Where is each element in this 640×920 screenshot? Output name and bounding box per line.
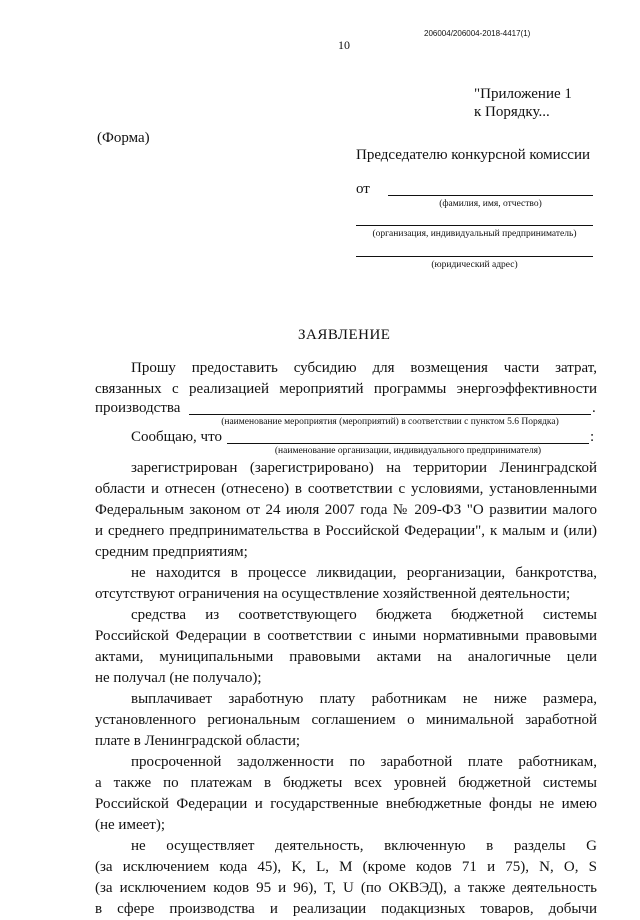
org-name-blank-line	[227, 443, 589, 444]
inform-label: Сообщаю, что	[131, 429, 222, 445]
from-label: от	[356, 181, 370, 197]
body-line: не получал (не получало);	[95, 670, 262, 686]
measure-blank-line	[189, 414, 591, 415]
body-line: и среднего предпринимательства в Российской Федерации", к малым и (или)	[95, 523, 597, 539]
body-line: не осуществляет деятельность, включенную в разделы G	[131, 838, 597, 854]
appendix-line-2: к Порядку...	[474, 104, 550, 120]
body-line: в сфере производства и реализации подакцизных товаров, добычи	[95, 901, 597, 917]
body-line: области и отнесен (отнесено) в соответствии с условиями, установленными	[95, 481, 597, 497]
production-label: производства	[95, 400, 181, 416]
caption-measure: (наименование мероприятия (мероприятий) в соответствии с пунктом 5.6 Порядка)	[221, 417, 559, 427]
address-blank-line	[356, 256, 593, 257]
request-line-1: Прошу предоставить субсидию для возмещения части затрат,	[131, 360, 597, 376]
org-blank-line	[356, 225, 593, 226]
body-line: (за исключением кодов 95 и 96), T, U (по ОКВЭД), а также деятельность	[95, 880, 597, 896]
caption-org-name: (наименование организации, индивидуального предпринимателя)	[274, 446, 542, 456]
document-title: ЗАЯВЛЕНИЕ	[298, 327, 391, 343]
inform-end: :	[590, 429, 595, 445]
body-line: выплачивает заработную плату работникам не ниже размера,	[131, 691, 597, 707]
caption-address: (юридический адрес)	[431, 260, 518, 270]
body-line: Российской Федерации и государственные внебюджетные фонды не имею	[95, 796, 597, 812]
body-line: зарегистрирован (зарегистрировано) на территории Ленинградской	[131, 460, 597, 476]
body-line: просроченной задолженности по заработной плате работникам,	[131, 754, 597, 770]
body-line: установленного региональным соглашением о минимальной заработной	[95, 712, 597, 728]
body-line: не находится в процессе ликвидации, реорганизации, банкротства,	[131, 565, 597, 581]
body-line: плате в Ленинградской области;	[95, 733, 301, 749]
caption-fio: (фамилия, имя, отчество)	[439, 199, 542, 209]
body-line: (не имеет);	[95, 817, 165, 833]
body-line: Российской Федерации в соответствии с иными нормативными правовыми	[95, 628, 597, 644]
body-line: а также по платежам в бюджеты всех уровней бюджетной системы	[95, 775, 597, 791]
document-id: 206004/206004-2018-4417(1)	[424, 29, 531, 38]
caption-org: (организация, индивидуальный предприниматель)	[372, 229, 577, 239]
page-number: 10	[338, 38, 350, 52]
body-line: средним предприятиям;	[95, 544, 248, 560]
production-end: .	[592, 400, 596, 416]
body-line: отсутствуют ограничения на осуществление хозяйственной деятельности;	[95, 586, 571, 602]
fio-blank-line	[388, 195, 593, 196]
body-line: средства из соответствующего бюджета бюджетной системы	[131, 607, 597, 623]
body-line: актами, муниципальными правовыми актами на аналогичные цели	[95, 649, 597, 665]
addressee: Председателю конкурсной комиссии	[356, 147, 591, 163]
request-line-2: связанных с реализацией мероприятий программы энергоэффективности	[95, 381, 597, 397]
form-label: (Форма)	[97, 130, 150, 146]
body-line: Федеральным законом от 24 июля 2007 года № 209-ФЗ "О развитии малого	[95, 502, 597, 518]
appendix-line-1: "Приложение 1	[474, 86, 572, 102]
body-line: (за исключением кода 45), K, L, M (кроме кодов 71 и 75), N, O, S	[95, 859, 597, 875]
